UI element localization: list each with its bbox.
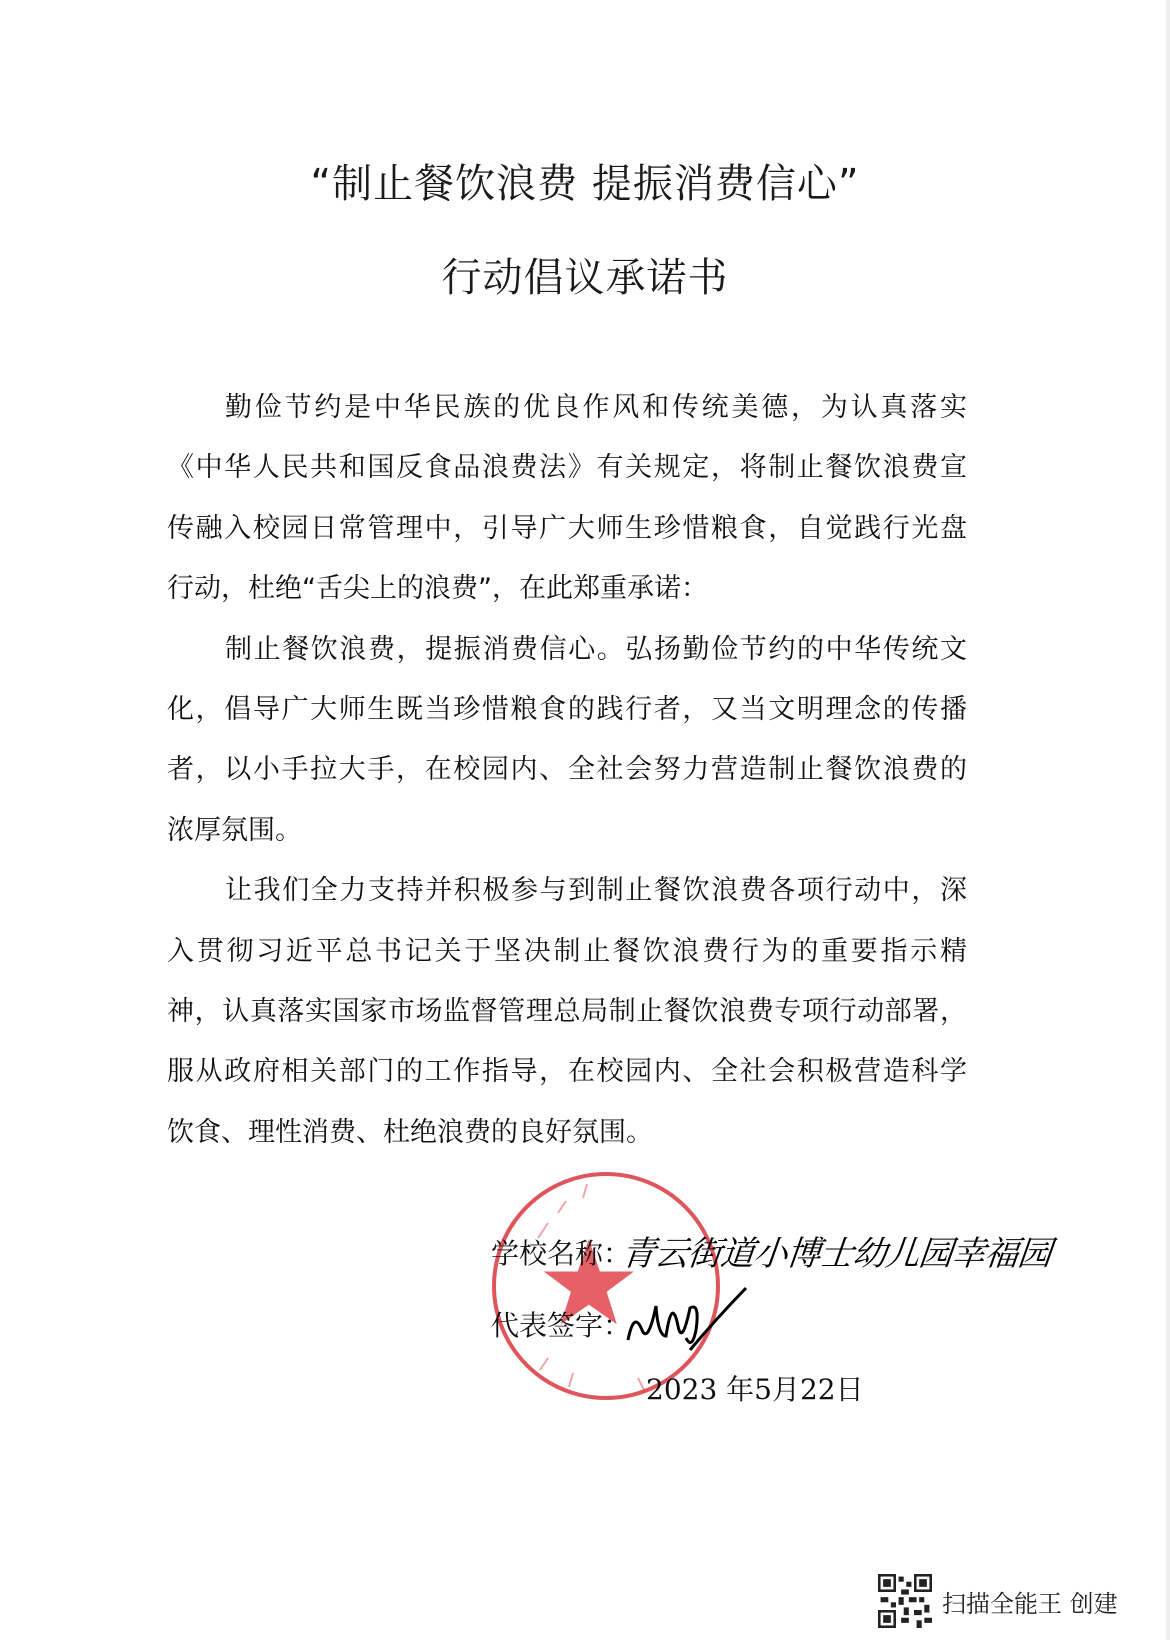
- body-line: 让我们全力支持并积极参与到制止餐饮浪费各项行动中，深: [225, 875, 967, 907]
- document-subtitle: 行动倡议承诺书: [441, 255, 729, 301]
- body-line: 《中华人民共和国反食品浪费法》有关规定，将制止餐饮浪费宣: [167, 452, 967, 484]
- watermark-text: 扫描全能王 创建: [942, 1589, 1118, 1618]
- school-name-label: 学校名称：: [491, 1237, 632, 1270]
- body-line: 饮食、理性消费、杜绝浪费的良好氛围。: [167, 1116, 653, 1148]
- body-line: 浓厚氛围。: [167, 814, 302, 846]
- signature-label: 代表签字：: [491, 1309, 632, 1342]
- school-name-handwritten: 青云街道小博士幼儿园幸福园: [619, 1234, 1053, 1274]
- document-body: [167, 378, 967, 1163]
- body-line: 传融入校园日常管理中，引导广大师生珍惜粮食，自觉践行光盘: [167, 512, 967, 544]
- body-line: 者，以小手拉大手，在校园内、全社会努力营造制止餐饮浪费的: [167, 754, 967, 786]
- qr-code-icon: [878, 1574, 932, 1628]
- body-line: 制止餐饮浪费，提振消费信心。弘扬勤俭节约的中华传统文: [225, 633, 967, 665]
- document-title: “制止餐饮浪费 提振消费信心”: [310, 161, 860, 207]
- scanner-watermark: [878, 1574, 1118, 1628]
- body-line: 服从政府相关部门的工作指导，在校园内、全社会积极营造科学: [167, 1056, 967, 1088]
- signing-date: 2023 年5月22日: [646, 1373, 864, 1406]
- body-line: 化，倡导广大师生既当珍惜粮食的践行者，又当文明理念的传播: [167, 693, 967, 725]
- handwritten-signature: [620, 1280, 750, 1360]
- body-line: 入贯彻习近平总书记关于坚决制止餐饮浪费行为的重要指示精: [167, 935, 967, 967]
- body-line: 行动，杜绝“舌尖上的浪费”，在此郑重承诺：: [167, 573, 708, 605]
- body-line: 勤俭节约是中华民族的优良作风和传统美德，为认真落实: [225, 392, 967, 423]
- body-line: 神，认真落实国家市场监督管理总局制止餐饮浪费专项行动部署，: [167, 995, 967, 1027]
